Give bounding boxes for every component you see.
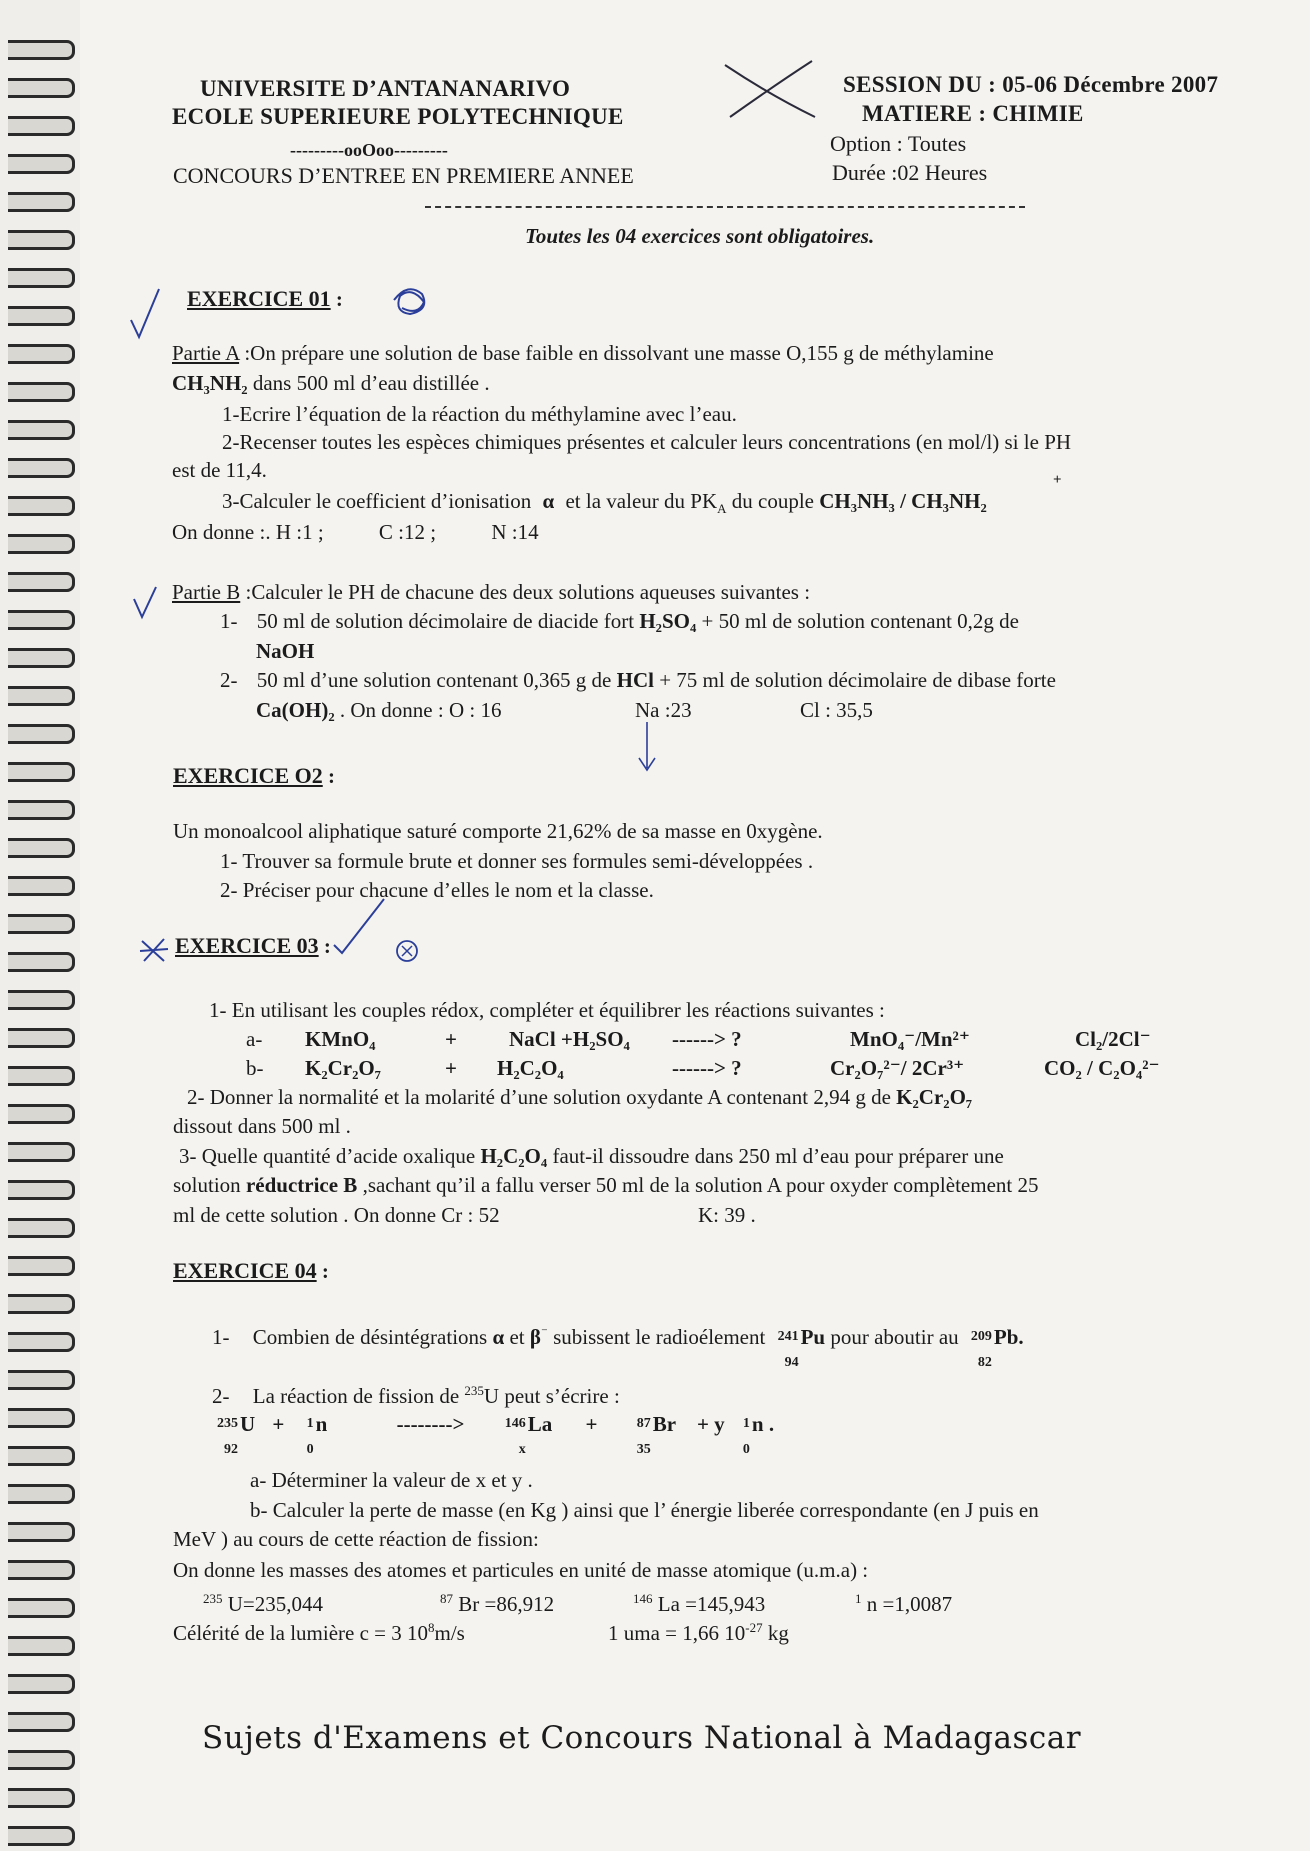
footer-caption: Sujets d'Examens et Concours National à Madagascar: [202, 1720, 1082, 1756]
exercise-2-intro: Un monoalcool aliphatique saturé comporte 21,62% de sa masse en 0xygène.: [173, 819, 823, 843]
exercise-4-qb: b- Calculer la perte de masse (en Kg ) ainsi que l’ énergie liberée correspondante (en J puis en: [250, 1498, 1039, 1522]
binding-ring: [8, 1788, 75, 1808]
binding-ring: [8, 1370, 75, 1390]
binding-ring: [8, 458, 75, 478]
binding-ring: [8, 154, 75, 174]
binding-ring: [8, 1636, 75, 1656]
reaction-b-label: b-: [246, 1056, 264, 1080]
speed-of-light: Célérité de la lumière c = 3 $10^8m/s$: [173, 1620, 465, 1645]
binding-ring: [8, 1446, 75, 1466]
mass-uranium: $^{235}$ U=235,044: [203, 1591, 324, 1616]
binding-ring: [8, 1750, 75, 1770]
part-a-q2: 2-Recenser toutes les espèces chimiques présentes et calculer leurs concentrations (en mol/l) si le PH: [222, 430, 1072, 454]
redox-couple-cr2o7: Cr₂O₇²⁻/ 2Cr³⁺: [830, 1056, 965, 1080]
binding-ring: [8, 344, 75, 364]
binding-ring: [8, 800, 75, 820]
header-separator: ---------ooOoo---------: [290, 140, 448, 160]
university-name: UNIVERSITE D’ANTANANARIVO: [200, 76, 571, 101]
binding-ring: [8, 1066, 75, 1086]
plus-charge: +: [1053, 472, 1062, 488]
binding-ring: [8, 1560, 75, 1580]
binding-ring: [8, 1104, 75, 1124]
spiral-binding: [0, 0, 80, 1851]
binding-ring: [8, 1142, 75, 1162]
reaction-b-arrow: ------> ?: [672, 1056, 742, 1080]
binding-ring: [8, 192, 75, 212]
binding-ring: [8, 648, 75, 668]
exercise-3-q3-cont: solution réductrice B ,sachant qu’il a fallu verser 50 ml de la solution A pour oxyder complètement 25: [173, 1173, 1039, 1197]
reaction-b-plus: +: [445, 1056, 457, 1080]
naoh-formula: NaOH: [256, 639, 315, 663]
exercise-3-q2-cont: dissout dans 500 ml .: [173, 1114, 351, 1138]
binding-ring: [8, 1674, 75, 1694]
binding-ring: [8, 268, 75, 288]
part-a-line-1: Partie A :On prépare une solution de base faible en dissolvant une masse O,155 g de méthylamine: [172, 341, 994, 365]
acid-base-couple: CH₃NH₃ / CH₃NH₂: [819, 489, 987, 513]
reaction-b-reagent-2: H₂C₂O₄: [497, 1056, 564, 1080]
exam-page: [160, 0, 1280, 1851]
part-b-q1: 1- 50 ml de solution décimolaire de diacide fort H₂SO₄ + 50 ml de solution contenant 0,2g de: [220, 609, 1019, 633]
notice: Toutes les 04 exercices sont obligatoires.: [525, 224, 875, 248]
binding-ring: [8, 610, 75, 630]
exercise-3-given: ml de cette solution . On donne Cr : 52: [173, 1203, 500, 1227]
exercise-2-q2: 2- Préciser pour chacune d’elles le nom et la classe.: [220, 878, 654, 902]
redox-couple-co2: CO₂ / C₂O₄²⁻: [1044, 1056, 1160, 1080]
part-b-q2: 2- 50 ml d’une solution contenant 0,365 g de HCl + 75 ml de solution décimolaire de dibase forte: [220, 668, 1056, 692]
redox-couple-cl2: Cl₂/2Cl⁻: [1075, 1027, 1151, 1051]
binding-ring: [8, 382, 75, 402]
alpha-symbol: α: [542, 489, 555, 513]
exercise-4-qa: a- Déterminer la valeur de x et y .: [250, 1468, 533, 1492]
exam-title: CONCOURS D’ENTREE EN PREMIERE ANNEE: [173, 163, 634, 188]
part-a-q1: 1-Ecrire l’équation de la réaction du méthylamine avec l’eau.: [222, 402, 737, 426]
duration: Durée :02 Heures: [832, 160, 988, 185]
binding-ring: [8, 534, 75, 554]
exercise-3-q1: 1- En utilisant les couples rédox, compléter et équilibrer les réactions suivantes :: [209, 998, 885, 1022]
binding-ring: [8, 762, 75, 782]
exercise-3-q2: 2- Donner la normalité et la molarité d’une solution oxydante A contenant 2,94 g de K₂Cr₂O₇: [187, 1085, 973, 1109]
exercise-2-q1: 1- Trouver sa formule brute et donner ses formules semi-développées .: [220, 849, 814, 873]
binding-ring: [8, 1294, 75, 1314]
session-date: SESSION DU : 05-06 Décembre 2007: [843, 72, 1219, 97]
methylamine-formula: CH₃NH₂: [172, 371, 248, 395]
binding-ring: [8, 306, 75, 326]
binding-ring: [8, 1180, 75, 1200]
binding-ring: [8, 1256, 75, 1276]
pen-cross-mark: [720, 55, 820, 125]
school-name: ECOLE SUPERIEURE POLYTECHNIQUE: [172, 104, 624, 129]
pen-check-mark: [330, 895, 390, 955]
reaction-a-plus: +: [445, 1027, 457, 1051]
pen-arrow-mark: [635, 720, 659, 772]
fission-equation: 235 92 U + 1 0 n --------> 146 x La + 87 35 Br + y 1 0 n .: [217, 1412, 775, 1457]
atomic-mass-unit: 1 uma = 1,66 $10^{-27}$ kg: [608, 1620, 789, 1645]
plutonium-symbol: Pu: [800, 1325, 826, 1349]
binding-ring: [8, 1218, 75, 1238]
binding-ring: [8, 1826, 75, 1846]
binding-ring: [8, 1408, 75, 1428]
binding-ring: [8, 116, 75, 136]
binding-ring: [8, 496, 75, 516]
binding-ring: [8, 990, 75, 1010]
exercise-3-title: EXERCICE 03: [175, 933, 319, 958]
given-cl: Cl : 35,5: [800, 698, 873, 722]
redox-couple-mno4: MnO₄⁻/Mn²⁺: [850, 1027, 970, 1051]
reaction-b-reagent-1: K₂Cr₂O₇: [305, 1056, 382, 1080]
pen-check-mark: [125, 285, 165, 345]
binding-ring: [8, 420, 75, 440]
header-rule: [425, 206, 1025, 208]
exercise-4-qb-cont: MeV ) au cours de cette réaction de fission:: [173, 1527, 539, 1551]
binding-ring: [8, 1712, 75, 1732]
part-b-line: Partie B :Calculer le PH de chacune des deux solutions aqueuses suivantes :: [172, 580, 811, 604]
part-a-line-2: CH₃NH₂ dans 500 ml d’eau distillée .: [172, 371, 490, 395]
subject: MATIERE : CHIMIE: [862, 101, 1084, 126]
exercise-3-given-k: K: 39 .: [698, 1203, 756, 1227]
part-a-q2-cont: est de 11,4.: [172, 458, 267, 482]
given-masses: On donne :. H :1 ; C :12 ; N :14: [172, 520, 539, 544]
part-b-q2-cont: Ca(OH)₂ . On donne : O : 16: [256, 698, 502, 722]
binding-ring: [8, 724, 75, 744]
binding-ring: [8, 1598, 75, 1618]
pen-scribble-mark: [388, 280, 432, 320]
mass-bromine: $^{87}$ Br =86,912: [440, 1591, 555, 1616]
exercise-4-masses-intro: On donne les masses des atomes et particules en unité de masse atomique (u.m.a) :: [173, 1558, 869, 1582]
exercise-2-title: EXERCICE O2: [173, 763, 323, 788]
binding-ring: [8, 914, 75, 934]
exercise-3-heading: EXERCICE 03 :: [175, 933, 331, 958]
binding-ring: [8, 1522, 75, 1542]
binding-ring: [8, 1332, 75, 1352]
binding-ring: [8, 838, 75, 858]
binding-ring: [8, 1028, 75, 1048]
exercise-4-title: EXERCICE 04: [173, 1258, 317, 1283]
exercise-2-heading: EXERCICE O2 :: [173, 763, 335, 788]
exercise-4-q2: 2- La réaction de fission de $^{235}$U peut s’écrire :: [212, 1383, 620, 1408]
reaction-a-reagent-2: NaCl +H₂SO₄: [509, 1027, 630, 1051]
exercise-4-q1: 1- Combien de désintégrations α et β⁻ subissent le radioélement 241 94 Pu pour aboutir au 209 82 Pb.: [212, 1324, 1024, 1370]
binding-ring: [8, 952, 75, 972]
exercise-4-heading: EXERCICE 04 :: [173, 1258, 329, 1283]
binding-ring: [8, 40, 75, 60]
reaction-a-arrow: ------> ?: [672, 1027, 742, 1051]
option: Option : Toutes: [830, 131, 967, 156]
pb-nuclide-numbers: 209 82: [970, 1329, 992, 1370]
pen-check-mark: [130, 585, 160, 621]
reaction-a-reagent-1: KMnO₄: [305, 1027, 376, 1051]
binding-ring: [8, 876, 75, 896]
binding-ring: [8, 78, 75, 98]
binding-ring: [8, 572, 75, 592]
binding-ring: [8, 230, 75, 250]
part-a-q3: 3-Calculer le coefficient d’ionisation α et la valeur du $PK_A$ du couple CH₃NH₃ / CH₃NH₂: [222, 489, 987, 517]
reaction-a-label: a-: [246, 1027, 263, 1051]
pen-circle-mark: [394, 938, 420, 964]
binding-ring: [8, 686, 75, 706]
mass-neutron: $^1$ n =1,0087: [855, 1591, 953, 1616]
pu-nuclide-numbers: 241 94: [777, 1329, 799, 1370]
part-a-label: Partie A: [172, 341, 240, 365]
part-b-label: Partie B: [172, 580, 241, 604]
lead-symbol: Pb.: [993, 1325, 1024, 1349]
pen-asterisk-mark: [138, 935, 170, 965]
given-na: Na :23: [635, 698, 692, 722]
exercise-1-title: EXERCICE 01: [187, 286, 331, 311]
binding-ring: [8, 1484, 75, 1504]
mass-lanthanum: $^{146}$ La =145,943: [633, 1591, 766, 1616]
exercise-1-heading: EXERCICE 01 :: [187, 286, 343, 311]
exercise-3-q3: 3- Quelle quantité d’acide oxalique H₂C₂O₄ faut-il dissoudre dans 250 ml d’eau pour préparer une: [179, 1144, 1004, 1168]
